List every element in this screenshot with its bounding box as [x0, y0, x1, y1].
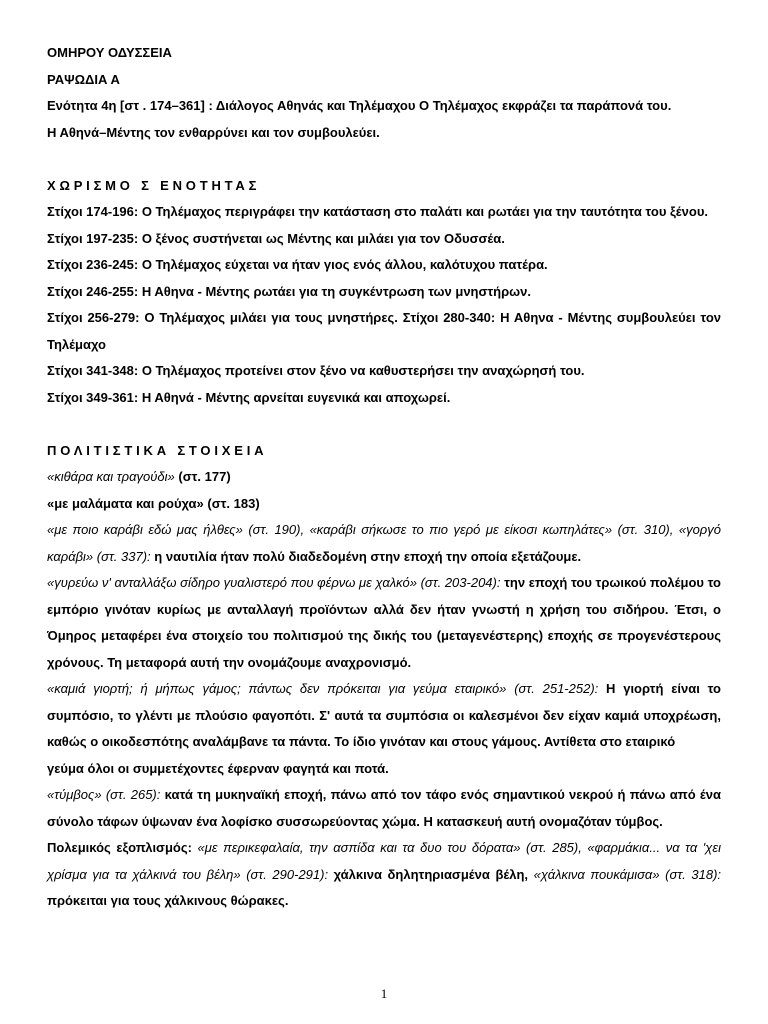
document-title: ΟΜΗΡΟΥ ΟΔΥΣΣΕΙΑ — [47, 45, 172, 60]
section-item: Στίχοι 174-196: Ο Τηλέμαχος περιγράφει την κατάσταση στο παλάτι και ρωτάει για την ταυτότητα του ξένου. — [47, 204, 708, 219]
culture-paragraph: «τύμβος» (στ. 265): κατά τη μυκηναϊκή εποχή, πάνω από τον τάφο ενός σημαντικού νεκρού ή πάνω από ένα σύνολο τάφων ύψωναν ένα λοφίσκο συσσωρεύοντας χώμα. Η κατασκευή αυτή ονομαζόταν τύμβος. — [47, 787, 721, 829]
book-title: ΡΑΨΩΔΙΑ Α — [47, 71, 120, 87]
culture-paragraph: «με ποιο καράβι εδώ μας ήλθες» (στ. 190), «καράβι σήκωσε το πιο γερό με είκοσι κωπηλάτες» (στ. 310), «γοργό καράβι» (στ. 337): η ναυτιλία ήταν πολύ διαδεδομένη στην εποχή την οποία εξετάζουμε. — [47, 522, 721, 564]
section-item: Στίχοι 256-279: Ο Τηλέμαχος μιλάει για τους μνηστήρες. Στίχοι 280-340: Η Αθηνα - Μέντης συμβουλεύει τον Τηλέμαχο — [47, 310, 721, 352]
section-item: Στίχοι 197-235: Ο ξένος συστήνεται ως Μέντης και μιλάει για τον Οδυσσέα. — [47, 230, 505, 246]
section-item: Στίχοι 236-245: Ο Τηλέμαχος εύχεται να ήταν γιος ενός άλλου, καλότυχου πατέρα. — [47, 257, 548, 272]
culture-paragraph: «με μαλάματα και ρούχα» (στ. 183) — [47, 495, 260, 511]
culture-heading: ΠΟΛΙΤΙΣΤΙΚΑ ΣΤΟΙΧΕΙΑ — [47, 442, 268, 458]
culture-paragraph: γεύμα όλοι οι συμμετέχοντες έφερναν φαγητά και ποτά. — [47, 760, 389, 776]
culture-paragraph: «καμιά γιορτή; ή μήπως γάμος; πάντως δεν πρόκειται για γεύμα εταιρικό» (στ. 251-252): Η γιορτή είναι το συμπόσιο, το γλέντι με πλούσιο φαγοπότι. Σ' αυτά τα συμπόσια οι καλεσμένοι δεν είχαν καμιά υποχρέωση, καθώς ο οικοδεσπότης αναλάμβανε τα πάντα. Το ίδιο γινόταν και στους γάμους. Αντίθετα στο εταιρικό — [47, 681, 721, 749]
document-page — [47, 40, 721, 915]
sections-heading: ΧΩΡΙΣΜΟ Σ ΕΝΟΤΗΤΑΣ — [47, 177, 261, 193]
section-item: Στίχοι 341-348: Ο Τηλέμαχος προτείνει στον ξένο να καθυστερήσει την αναχώρησή του. — [47, 363, 585, 378]
section-item: Στίχοι 246-255: Η Αθηνα - Μέντης ρωτάει για τη συγκέντρωση των μνηστήρων. — [47, 283, 531, 299]
unit-description: Ενότητα 4η [στ . 174–361] : Διάλογος Αθηνάς και Τηλέμαχου Ο Τηλέμαχος εκφράζει τα παράπονά του. — [47, 98, 672, 113]
culture-paragraph: «κιθάρα και τραγούδι» (στ. 177) — [47, 469, 231, 484]
culture-paragraph: «γυρεύω ν' ανταλλάξω σίδηρο γυαλιστερό που φέρνω με χαλκό» (στ. 203-204): την εποχή του τρωικού πολέμου το εμπόριο γινόταν κυρίως με ανταλλαγή προϊόντων αλλά δεν ήταν γνωστή η χρήση του σιδήρου. Έτσι, ο Όμηρος μεταφέρει ένα στοιχείο του πολιτισμού της δικής του (μεταγενέστερης) εποχής σε προγενέστερους χρόνους. Τη μεταφορά αυτή την ονομάζουμε αναχρονισμό. — [47, 575, 721, 670]
page-number: 1 — [380, 986, 388, 1001]
unit-subtitle: Η Αθηνά–Μέντης τον ενθαρρύνει και τον συμβουλεύει. — [47, 124, 380, 140]
section-item: Στίχοι 349-361: Η Αθηνά - Μέντης αρνείται ευγενικά και αποχωρεί. — [47, 389, 451, 405]
culture-paragraph: Πολεμικός εξοπλισμός: «με περικεφαλαία, την ασπίδα και τα δυο του δόρατα» (στ. 285), «φαρμάκια... να τα 'χει χρίσμα για τα χάλκινά του βέλη» (στ. 290-291): χάλκινα δηλητηριασμένα βέλη, «χάλκινα πουκάμισα» (στ. 318): πρόκειται για τους χάλκινους θώρακες. — [47, 840, 722, 908]
